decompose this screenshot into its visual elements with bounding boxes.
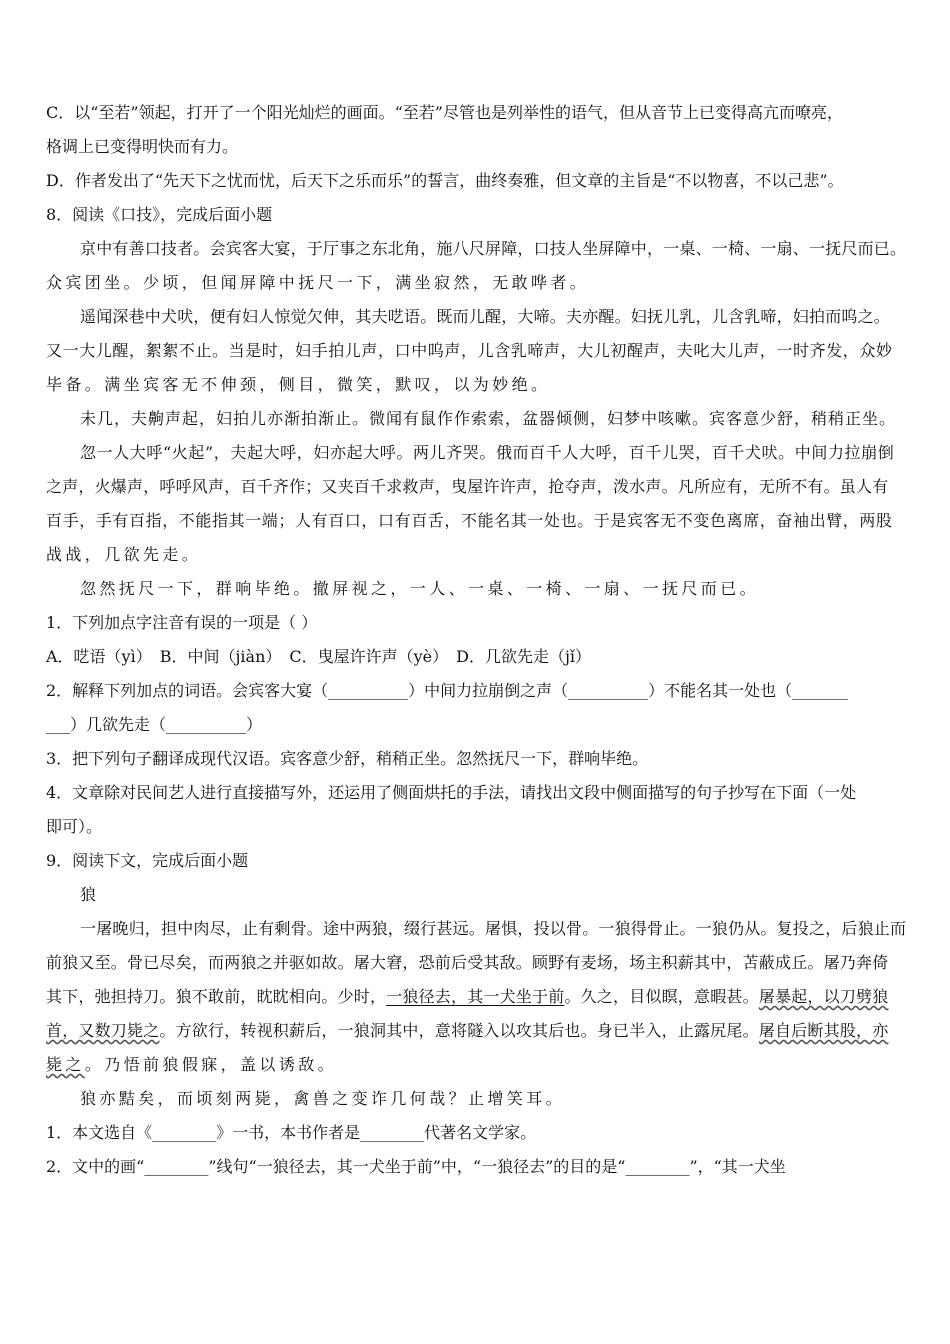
q8-sub2-line1: 2．解释下列加点的词语。会宾客大宴（__________）中间力拉崩倒之声（__________）不能名其一处也（_______ xyxy=(46,681,849,700)
q8-heading: 8．阅读《口技》，完成后面小题 xyxy=(46,205,273,224)
passage-wolf-p1-line3 xyxy=(46,980,906,1014)
passage-wolf-p2: 狼亦黠矣，而顷刻两毙，禽兽之变诈几何哉？止增笑耳。 xyxy=(80,1089,566,1108)
passage-wolf-p1-line5 xyxy=(46,1048,906,1082)
wavy-underlined-sentence: 首，又数刀毙之 xyxy=(46,1021,160,1040)
passage-wolf-p1-line4 xyxy=(46,1014,906,1048)
passage-kouji-p2-line2: 又一大儿醒，絮絮不止。当是时，妇手拍儿声，口中呜声，儿含乳啼声，大儿初醒声，夫叱大儿声，一时齐发，众妙 xyxy=(46,341,893,360)
q9-heading: 9．阅读下文，完成后面小题 xyxy=(46,851,249,870)
q8-sub3: 3．把下列句子翻译成现代汉语。宾客意少舒，稍稍正坐。忽然抚尺一下，群响毕绝。 xyxy=(46,749,649,768)
passage-kouji-p3: 未几，夫齁声起，妇拍儿亦渐拍渐止。微闻有鼠作作索索，盆器倾侧，妇梦中咳嗽。宾客意少舒，稍稍正坐。 xyxy=(80,409,897,428)
q8-sub1: 1．下列加点字注音有误的一项是（ ） xyxy=(46,613,318,632)
underlined-sentence: 一狼径去，其一犬坐于前 xyxy=(386,987,565,1006)
q8-sub4-line1: 4．文章除对民间艺人进行直接描写外，还运用了侧面烘托的手法，请找出文段中侧面描写的句子抄写在下面（一处 xyxy=(46,783,857,802)
wavy-underlined-sentence: 屠自后断其股，亦 xyxy=(758,1021,889,1040)
q8-sub1-options: A．呓语（yì） B．中间（jiàn） C．曳屋许许声（yè） D．几欲先走（jǐ） xyxy=(46,647,592,666)
passage-wolf-p1-line2: 前狼又至。骨已尽矣，而两狼之并驱如故。屠大窘，恐前后受其敌。顾野有麦场，场主积薪其中，苫蔽成丘。屠乃奔倚 xyxy=(46,953,889,972)
wolf-text: 。乃悟前狼假寐，盖以诱敌。 xyxy=(84,1055,338,1074)
wolf-text: 其下，弛担持刀。狼不敢前，眈眈相向。少时， xyxy=(46,987,387,1006)
q8-sub4-line2: 即可）。 xyxy=(46,817,103,836)
q7-option-c-line1: C．以“至若”领起，打开了一个阳光灿烂的画面。“至若”尽管也是列举性的语气，但从音节上已变得高亢而嘹亮， xyxy=(46,103,843,122)
passage-kouji-p5: 忽然抚尺一下，群响毕绝。撤屏视之，一人、一桌、一椅、一扇、一抚尺而已。 xyxy=(80,579,760,598)
document-page xyxy=(46,96,906,1184)
passage-wolf-p1-line1: 一屠晚归，担中肉尽，止有剩骨。途中两狼，缀行甚远。屠惧，投以骨。一狼得骨止。一狼仍从。复投之，后狼止而 xyxy=(80,919,907,938)
passage-kouji-p4-line4: 战战，几欲先走。 xyxy=(46,545,202,564)
passage-wolf-title: 狼 xyxy=(80,885,100,904)
wolf-text: 。方欲行，转视积薪后，一狼洞其中，意将隧入以攻其后也。身已半入，止露尻尾。 xyxy=(159,1021,759,1040)
q9-sub2: 2．文中的画“________”线句“一狼径去，其一犬坐于前”中，“一狼径去”的目的是“________”，“其一犬坐 xyxy=(46,1157,786,1176)
wolf-text: 。久之，目似瞑，意暇甚。 xyxy=(564,987,759,1006)
passage-kouji-p4-line2: 之声，火爆声，呼呼风声，百千齐作；又夹百千求救声，曳屋许许声，抢夺声，泼水声。凡所应有，无所不有。虽人有 xyxy=(46,477,889,496)
wavy-underlined-sentence: 屠暴起，以刀劈狼 xyxy=(758,987,889,1006)
passage-kouji-p4-line1: 忽一人大呼“火起”，夫起大呼，妇亦起大呼。两儿齐哭。俄而百千人大呼，百千儿哭，百千犬吠。中间力拉崩倒 xyxy=(80,443,895,462)
passage-kouji-p4-line3: 百手，手有百指，不能指其一端；人有百口，口有百舌，不能名其一处也。于是宾客无不变色离席，奋袖出臂，两股 xyxy=(46,511,893,530)
passage-kouji-p2-line1: 遥闻深巷中犬吠，便有妇人惊觉欠伸，其夫呓语。既而儿醒，大啼。夫亦醒。妇抚儿乳，儿含乳啼，妇拍而呜之。 xyxy=(80,307,891,326)
passage-kouji-p1-line2: 众宾团坐。少顷，但闻屏障中抚尺一下，满坐寂然，无敢哗者。 xyxy=(46,273,590,292)
q9-sub1: 1．本文选自《________》一书，本书作者是________代著名文学家。 xyxy=(46,1123,537,1142)
q7-option-d: D．作者发出了“先天下之忧而忧，后天下之乐而乐”的誓言，曲终奏雅，但文章的主旨是“不以物喜，不以己悲”。 xyxy=(46,171,844,190)
q7-option-c-line2: 格调上已变得明快而有力。 xyxy=(46,137,239,156)
q8-sub2-line2: ___）几欲先走（__________） xyxy=(46,715,263,734)
passage-kouji-p2-line3: 毕备。满坐宾客无不伸颈，侧目，微笑，默叹，以为妙绝。 xyxy=(46,375,551,394)
wavy-underlined-sentence: 毙之 xyxy=(46,1055,85,1074)
passage-kouji-p1-line1: 京中有善口技者。会宾客大宴，于厅事之东北角，施八尺屏障，口技人坐屏障中，一桌、一椅、一扇、一抚尺而已。 xyxy=(80,239,907,258)
